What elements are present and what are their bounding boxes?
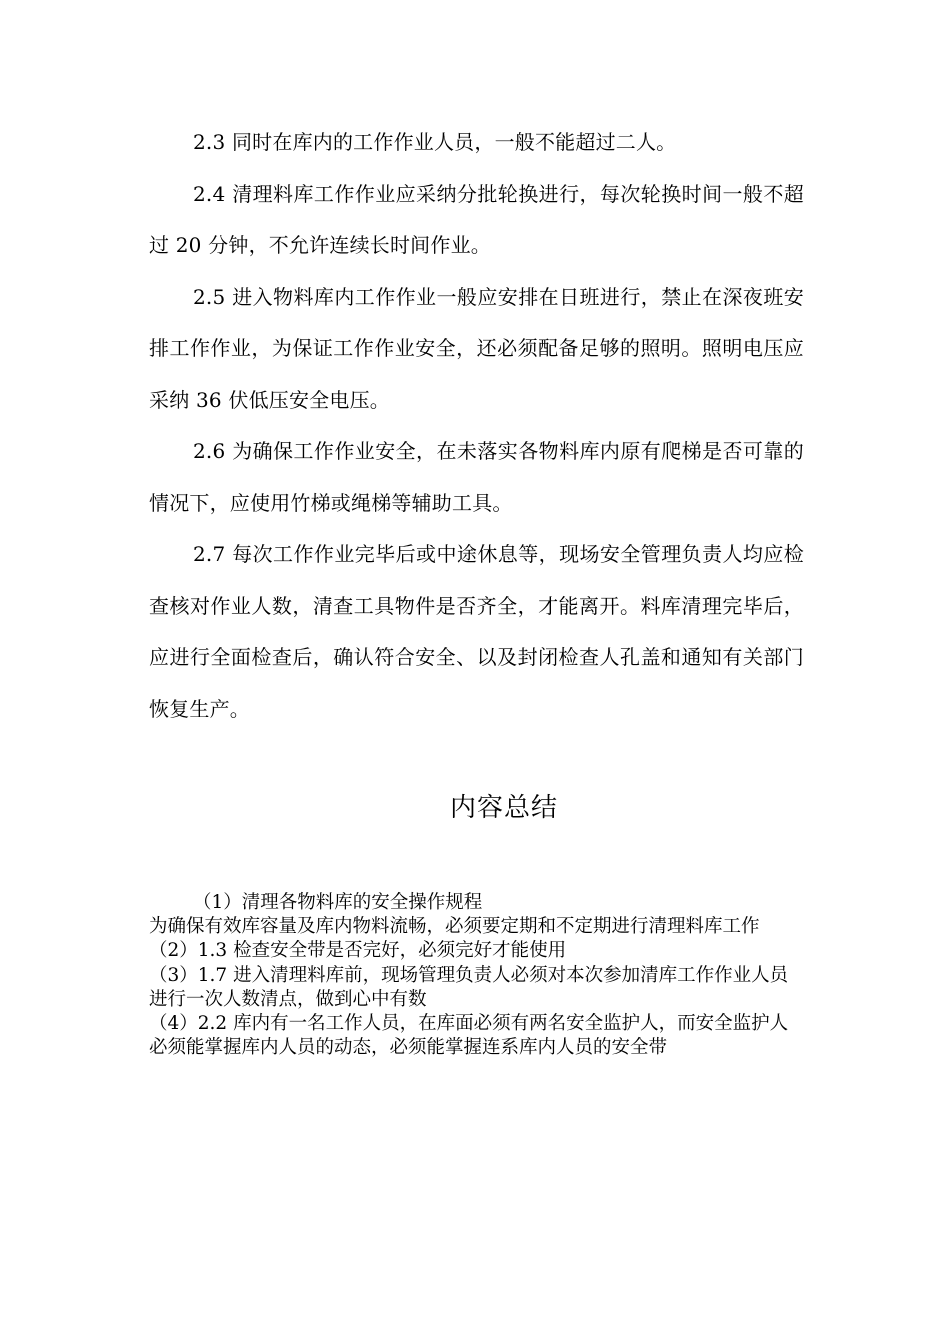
paragraph-2-5: 2.5 进入物料库内工作作业一般应安排在日班进行，禁止在深夜班安排工作作业，为保证工作作业安全，还必须配备足够的照明。照明电压应采纳 36 伏低压安全电压。	[149, 284, 804, 412]
paragraph-2-3: 2.3 同时在库内的工作作业人员，一般不能超过二人。	[193, 130, 677, 154]
summary-item-1-heading: （1）清理各物料库的安全操作规程	[193, 892, 483, 913]
paragraph-2-4: 2.4 清理料库工作作业应采纳分批轮换进行，每次轮换时间一般不超过 20 分钟，不允许连续长时间作业。	[149, 181, 804, 257]
summary-list	[149, 891, 799, 1060]
paragraph-2-7: 2.7 每次工作作业完毕后或中途休息等，现场安全管理负责人均应检查核对作业人数，清查工具物件是否齐全，才能离开。料库清理完毕后，应进行全面检查后，确认符合安全、以及封闭检查人孔盖和通知有关部门恢复生产。	[149, 542, 804, 721]
body-text	[149, 117, 804, 735]
summary-item-1-body: 为确保有效库容量及库内物料流畅，必须要定期和不定期进行清理料库工作	[149, 916, 760, 938]
summary-item-4: （4）2.2 库内有一名工作人员，在库面必须有两名安全监护人，而安全监护人必须能掌握库内人员的动态，必须能掌握连系库内人员的安全带	[149, 1013, 789, 1059]
paragraph-2-6: 2.6 为确保工作作业安全，在未落实各物料库内原有爬梯是否可靠的情况下，应使用竹梯或绳梯等辅助工具。	[149, 439, 804, 515]
summary-item-3: （3）1.7 进入清理料库前，现场管理负责人必须对本次参加清库工作作业人员进行一次人数清点，做到心中有数	[149, 964, 789, 1010]
summary-title: 内容总结	[449, 793, 558, 823]
summary-item-2: （2）1.3 检查安全带是否完好，必须完好才能使用	[149, 940, 567, 962]
